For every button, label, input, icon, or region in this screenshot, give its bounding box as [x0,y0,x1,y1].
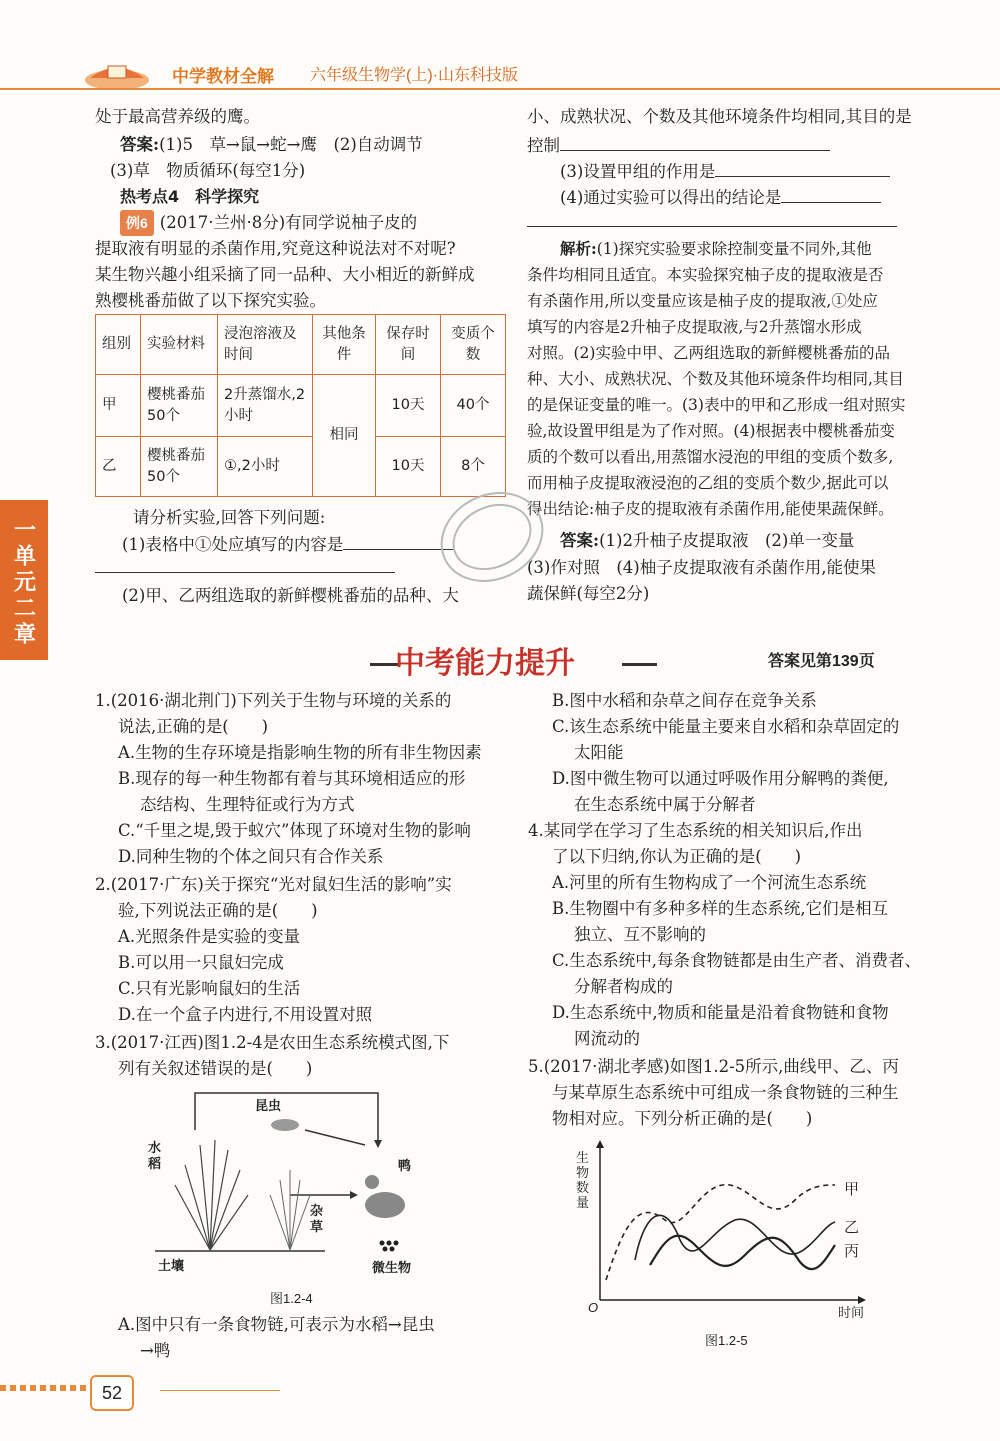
option-line: C.只有光影响鼠妇的生活 [118,979,301,998]
answer-blank [95,572,395,573]
table-header-cell: 其他条件 [313,315,376,375]
analysis-line [560,236,872,262]
option-line: 网流动的 [574,1029,640,1048]
option-line: →鸭 [140,1341,171,1360]
table-header-cell: 组别 [96,315,141,375]
question-line: 验,下列说法正确的是( ) [118,901,318,920]
figure-farm-ecosystem [140,1085,440,1285]
option-line: C.生态系统中,每条食物链都是由生产者、消费者、 [552,951,922,970]
label-duck: 鸭 [398,1158,412,1173]
table-cell: 樱桃番茄50个 [141,437,218,497]
text-line: 处于最高营养级的鹰。 [95,107,260,126]
weed-plant [270,1170,310,1250]
option-line: D.图中微生物可以通过呼吸作用分解鸭的粪便, [552,769,889,788]
insect-drawing [271,1119,299,1131]
answer-line-2: (3)草 物质循环(每空1分) [110,161,306,180]
question-text: (1)表格中①处应填写的内容是 [122,535,344,554]
text: (3)设置甲组的作用是 [560,162,716,181]
question-line: (2)甲、乙两组选取的新鲜樱桃番茄的品种、大 [122,586,459,605]
answer-line [120,132,423,158]
question-line [122,531,453,558]
header-rule [0,88,1000,90]
question-line: 说法,正确的是( ) [118,717,269,736]
option-line: A.图中只有一条食物链,可表示为水稻→昆虫 [118,1315,435,1334]
example-line: 提取液有明显的杀菌作用,究竟这种说法对不对呢? [95,239,456,258]
text-line [527,132,830,159]
figure-caption: 图1.2-4 [270,1291,313,1306]
book-logo-icon [82,52,152,92]
x-axis-label: 时间 [838,1305,865,1320]
answer-text: (1)5 草→鼠→蛇→鹰 (2)自动调节 [159,135,423,154]
header-brand: 中学教材全解 [172,67,274,86]
table-header-row [96,315,506,375]
option-line: A.河里的所有生物构成了一个河流生态系统 [552,873,867,892]
answer-line [560,528,854,554]
answer-label: 答案: [560,531,600,550]
option-line: 在生态系统中属于分解者 [574,795,756,814]
analysis-text: (1)探究实验要求除控制变量不同外,其他 [596,240,872,258]
footer-rule [160,1390,280,1391]
table-cell: 乙 [96,437,141,497]
section-title: 中考能力提升 [395,646,575,681]
analysis-line: 的是保证变量的唯一。(3)表中的甲和乙形成一组对照实 [527,396,906,414]
table-header-cell: 保存时间 [376,315,441,375]
table-cell: 40个 [441,375,506,437]
question-line: 了以下归纳,你认为正确的是( ) [552,847,802,866]
option-line: 太阳能 [574,743,624,762]
analysis-line: 有杀菌作用,所以变量应该是柚子皮的提取液,①处应 [527,292,878,310]
answer-label: 答案: [120,135,160,154]
answer-blank [560,132,830,151]
option-line: B.可以用一只鼠妇完成 [118,953,284,972]
y-axis-label: 生物数量 [576,1150,590,1210]
legend-jia: 甲 [844,1181,860,1198]
example-text: (2017·兰州·8分)有同学说柚子皮的 [159,213,418,232]
experiment-table [95,314,506,497]
unit-sidebar [0,500,48,660]
table-cell: 樱桃番茄50个 [141,375,218,437]
answer-blank [781,184,881,203]
header-subject: 六年级生物学(上)·山东科技版 [310,67,518,84]
unit-sidebar-label: 一单元二章 [11,518,37,648]
question-line: 5.(2017·湖北孝感)如图1.2-5所示,曲线甲、乙、丙 [528,1057,899,1076]
analysis-line: 对照。(2)实验中甲、乙两组选取的新鲜樱桃番茄的品 [527,344,890,362]
table-cell: 相同 [313,375,376,497]
table-header-cell: 浸泡溶液及时间 [218,315,313,375]
table-header-cell: 实验材料 [141,315,218,375]
label-rice: 水稻 [148,1140,162,1171]
page-number: 52 [90,1375,134,1411]
table-cell: ①,2小时 [218,437,313,497]
option-line: B.现存的每一种生物都有着与其环境相适应的形 [118,769,466,788]
answer-blank [715,158,890,177]
question-line: 2.(2017·广东)关于探究“光对鼠妇生活的影响”实 [95,875,452,894]
footer-dots [0,1385,90,1391]
question-line: 物相对应。下列分析正确的是( ) [552,1109,813,1128]
example-tag: 例6 [120,210,154,236]
analysis-line: 填写的内容是2升柚子皮提取液,与2升蒸馏水形成 [527,318,862,336]
table-cell: 2升蒸馏水,2小时 [218,375,313,437]
text-line [560,158,890,185]
text-line: 小、成熟状况、个数及其他环境条件均相同,其目的是 [527,107,912,126]
question-line: 列有关叙述错误的是( ) [118,1059,313,1078]
header-logo [82,52,152,92]
section-rule-right [622,663,657,666]
stamp-icon [432,482,552,592]
figure-caption: 图1.2-5 [705,1333,748,1348]
question-line: 1.(2016·湖北荆门)下列关于生物与环境的关系的 [95,691,452,710]
duck-drawing [365,1175,405,1218]
option-line: D.同种生物的个体之间只有合作关系 [118,847,384,866]
question-intro: 请分析实验,回答下列问题: [133,508,326,527]
option-line: A.光照条件是实验的变量 [118,927,301,946]
hot-topic-title: 热考点4 科学探究 [120,187,260,206]
label-microbe: 微生物 [372,1260,412,1275]
rice-plant [175,1140,248,1250]
option-line: B.生物圈中有多种多样的生态系统,它们是相互 [552,899,889,918]
table-header-cell: 变质个数 [441,315,506,375]
stamp-watermark [432,482,552,592]
analysis-line: 种、大小、成熟状况、个数及其他环境条件均相同,其目 [527,370,904,388]
option-line: C.该生态系统中能量主要来自水稻和杂草固定的 [552,717,900,736]
option-line: D.生态系统中,物质和能量是沿着食物链和食物 [552,1003,889,1022]
analysis-line: 质的个数可以看出,用蒸馏水浸泡的甲组的变质个数多, [527,448,894,466]
population-curves-chart [570,1140,870,1320]
legend-bing: 丙 [844,1243,860,1260]
question-line: 3.(2017·江西)图1.2-4是农田生态系统模式图,下 [95,1033,450,1052]
table-cell: 10天 [376,375,441,437]
legend-yi: 乙 [844,1219,860,1236]
option-line: 独立、互不影响的 [574,925,706,944]
answer-line: 蔬保鲜(每空2分) [527,584,650,603]
text-line [560,184,881,211]
microbe-dots [380,1241,399,1252]
example-line: 熟樱桃番茄做了以下探究实验。 [95,291,326,310]
option-line: C.“千里之堤,毁于蚁穴”体现了环境对生物的影响 [118,821,471,840]
example-line: 某生物兴趣小组采摘了同一品种、大小相近的新鲜成 [95,265,475,284]
table-row [96,375,506,437]
analysis-line: 条件均相同且适宜。本实验探究柚子皮的提取液是否 [527,266,884,284]
answer-reference: 答案见第139页 [768,653,875,670]
question-line: 4.某同学在学习了生态系统的相关知识后,作出 [528,821,863,840]
option-line: A.生物的生存环境是指影响生物的所有非生物因素 [118,743,482,762]
question-line: 与某草原生态系统中可组成一条食物链的三种生 [552,1083,899,1102]
table-cell: 甲 [96,375,141,437]
text: (4)通过实验可以得出的结论是 [560,188,782,207]
analysis-line: 得出结论:柚子皮的提取液有杀菌作用,能使果蔬保鲜。 [527,500,894,518]
analysis-line: 验,故设置甲组是为了作对照。(4)根据表中樱桃番茄变 [527,422,895,440]
answer-blank [527,226,897,227]
farm-ecosystem-diagram [140,1085,440,1285]
analysis-line: 而用柚子皮提取液浸泡的乙组的变质个数少,据此可以 [527,474,889,492]
curve-yi [635,1215,835,1260]
table-cell: 8个 [441,437,506,497]
analysis-label: 解析: [560,239,597,258]
curve-bing [650,1236,835,1269]
table-cell: 10天 [376,437,441,497]
label-insect: 昆虫 [255,1098,282,1113]
example-line [120,210,417,236]
label-weed: 杂草 [310,1203,324,1234]
text: 控制 [527,136,560,155]
label-soil: 土壤 [158,1258,185,1273]
option-line: 分解者构成的 [574,977,673,996]
answer-text: (1)2升柚子皮提取液 (2)单一变量 [599,531,855,550]
answer-line: (3)作对照 (4)柚子皮提取液有杀菌作用,能使果 [527,558,876,577]
option-line: B.图中水稻和杂草之间存在竞争关系 [552,691,817,710]
origin-label: O [588,1300,599,1315]
option-line: D.在一个盒子内进行,不用设置对照 [118,1005,373,1024]
figure-population-curves [570,1140,870,1320]
option-line: 态结构、生理特征或行为方式 [140,795,355,814]
